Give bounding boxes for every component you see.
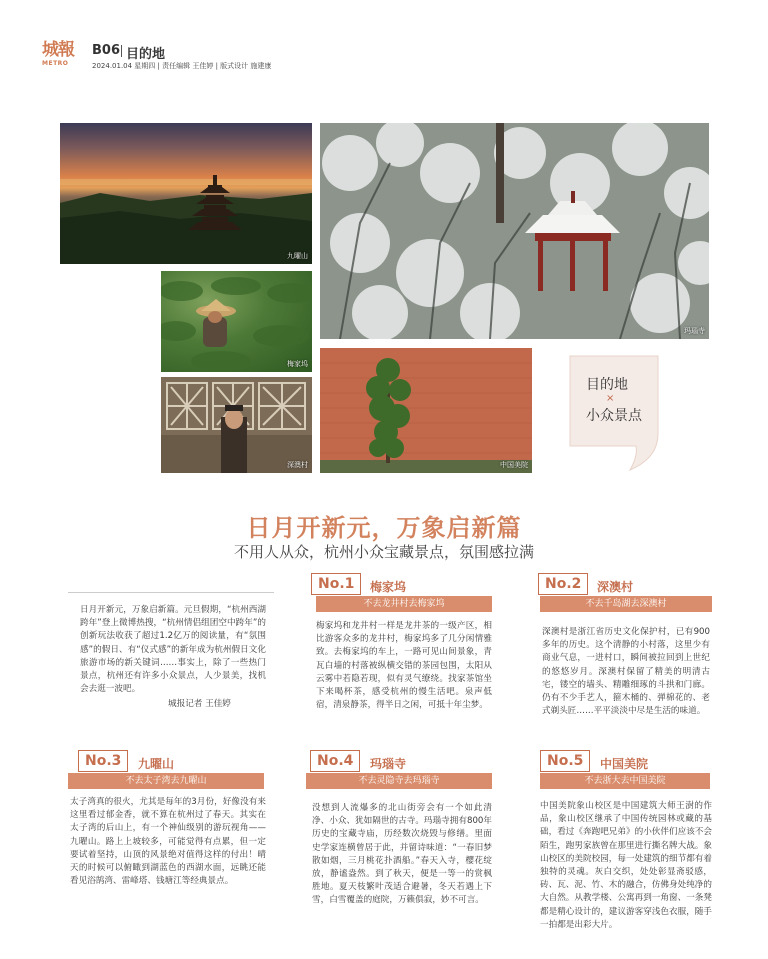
headline: 日月开新元，万象启新篇 — [246, 514, 522, 542]
header-meta: 2024.01.04 星期四 | 责任编辑 王佳婷 | 版式设计 施建康 — [92, 62, 272, 70]
section-1-number: No.1 — [311, 573, 361, 595]
section-4-text: 没想到人流爆多的北山街旁会有一个如此清净、小众、犹如隔世的古寺。玛瑙寺拥有800年历史的宝藏寺庙，历经数次烧毁与修缮。里面史学家连横曾居于此，并留诗味道：“一春旧梦散如烟，三月桃花扑酒船。”春天入寺，樱花绽放，静谧盎然。到了秋天，便是一等一的赏枫胜地。夏天枝繁叶茂适合避暑，冬天若遇上下雪，白雪覆盖的庭院，万籁俱寂，妙不可言。 — [312, 803, 492, 906]
photo-caption: 九曜山 — [287, 252, 308, 260]
section-1-bar: 不去龙井村去梅家坞 — [316, 596, 492, 612]
byline: 城报记者 王佳婷 — [168, 699, 231, 709]
photo-shenao-village — [161, 377, 312, 473]
section-5-title: 中国美院 — [600, 757, 649, 771]
page-number: B06 — [92, 43, 120, 58]
paper-logo — [42, 40, 82, 70]
section-3-title: 九曜山 — [138, 757, 175, 771]
section-2-number: No.2 — [538, 573, 588, 595]
section-2-bar: 不去千岛湖去深澳村 — [540, 596, 712, 612]
photo-manao-temple — [320, 123, 709, 339]
logo-text: 城報 — [42, 40, 74, 60]
logo-sub: METRO — [42, 60, 69, 67]
section-2-text: 深澳村是浙江省历史文化保护村，已有900多年的历史。这个清静的小村落，这里少有商业气息，一进村口，瞬间被拉回到上世纪的悠悠岁月。深澳村保留了精美的明清古宅，镂空的墙头、精雕细琢的斗拱和门廊。仍有不少手艺人，箍木桶的、弹棉花的、老式剃头匠……平平淡淡中尽是生活的味道。 — [542, 627, 710, 717]
quote-line-1: 目的地 — [586, 377, 628, 393]
section-4-bar: 不去灵隐寺去玛瑙寺 — [306, 773, 492, 789]
section-title: 目的地 — [126, 47, 166, 62]
header-divider — [121, 45, 122, 57]
photo-caption: 梅家坞 — [287, 360, 308, 368]
quote-line-2: 小众景点 — [586, 408, 642, 424]
section-3-number: No.3 — [78, 750, 128, 772]
section-4-title: 玛瑙寺 — [370, 757, 407, 771]
intro-text: 日月开新元，万象启新篇。元旦假期，“杭州西湖跨年”登上微博热搜，“杭州情侣组团空中跨年”的创新玩法收获了超过1.2亿万的阅读量，有“氛围感”的假日、有“仪式感”的新年成为杭州假日文化旅游市场的新关键词……事实上，除了一些热门景点，杭州还有许多小众景点，人少景美，找机会去逛一波吧。 — [80, 605, 266, 695]
photo-caption: 深澳村 — [287, 461, 308, 469]
section-3-text: 太子湾真的很火，尤其是每年的3月份，好像没有来这里看过郁金香，就不算在杭州过了春天。其实在太子湾的后山上，有一个神仙级别的游玩视角——九曜山。路上上坡较多，可能觉得有点累，但一定要试着坚持，山顶的风景绝对值得这样的付出！晴天的时候可以俯瞰到湖蓝色的西湖水面，远眺还能看见浴鹄湾、雷峰塔、钱塘江等经典景点。 — [70, 797, 266, 887]
photo-jiuyao-mountain — [60, 123, 312, 264]
section-5-bar: 不去浙大去中国美院 — [540, 773, 710, 789]
tea-picker-image — [161, 271, 312, 372]
photo-meijiawu — [161, 271, 312, 372]
photo-china-academy-of-art — [320, 348, 532, 473]
section-3-bar: 不去太子湾去九曜山 — [68, 773, 264, 789]
pagoda-sunset-image — [60, 123, 312, 264]
section-4-number: No.4 — [310, 750, 360, 772]
section-5-text: 中国美院象山校区是中国建筑大师王澍的作品，象山校区继承了中国传统园林或藏的基础，看过《奔跑吧兄弟》的小伙伴们应该不会陌生，跑男家族曾在那里进行撕名牌大战。象山校区的美院校园，每一处建筑的细节都有着独特的灵魂。灰白交织，处处彰显斋驳感，砖、瓦、泥、竹、木的融合，仿佛身处纯净的大自然。从教学楼、公寓再到一角窗、一条凳都是精心设计的，建议游客穿浅色衣服，随手一拍都是出彩大片。 — [540, 801, 712, 930]
subheadline: 不用人从众，杭州小众宝藏景点，氛围感拉满 — [233, 543, 534, 561]
photo-caption: 中国美院 — [500, 461, 528, 469]
quote-times: × — [606, 393, 615, 404]
lattice-window-image — [161, 377, 312, 473]
section-5-number: No.5 — [540, 750, 590, 772]
photo-caption: 玛瑙寺 — [684, 327, 705, 335]
section-2-title: 深澳村 — [597, 580, 634, 594]
section-1-title: 梅家坞 — [370, 580, 407, 594]
section-1-text: 梅家坞和龙井村一样是龙井茶的一级产区，相比游客众多的龙井村，梅家坞多了几分闲情雅致。去梅家坞的车上，一路可见山间景象，青瓦白墙的村落被纵横交错的茶园包围，太阳从云雾中若隐若现，似有灵气缭绕。找家茶馆坐下来喝杯茶，感受杭州的慢生活吧。泉声低宿，清泉静茶，得半日之闲，可抵十年尘梦。 — [316, 621, 492, 711]
red-wall-plant-image — [320, 348, 532, 473]
snowy-pavilion-image — [320, 123, 709, 339]
